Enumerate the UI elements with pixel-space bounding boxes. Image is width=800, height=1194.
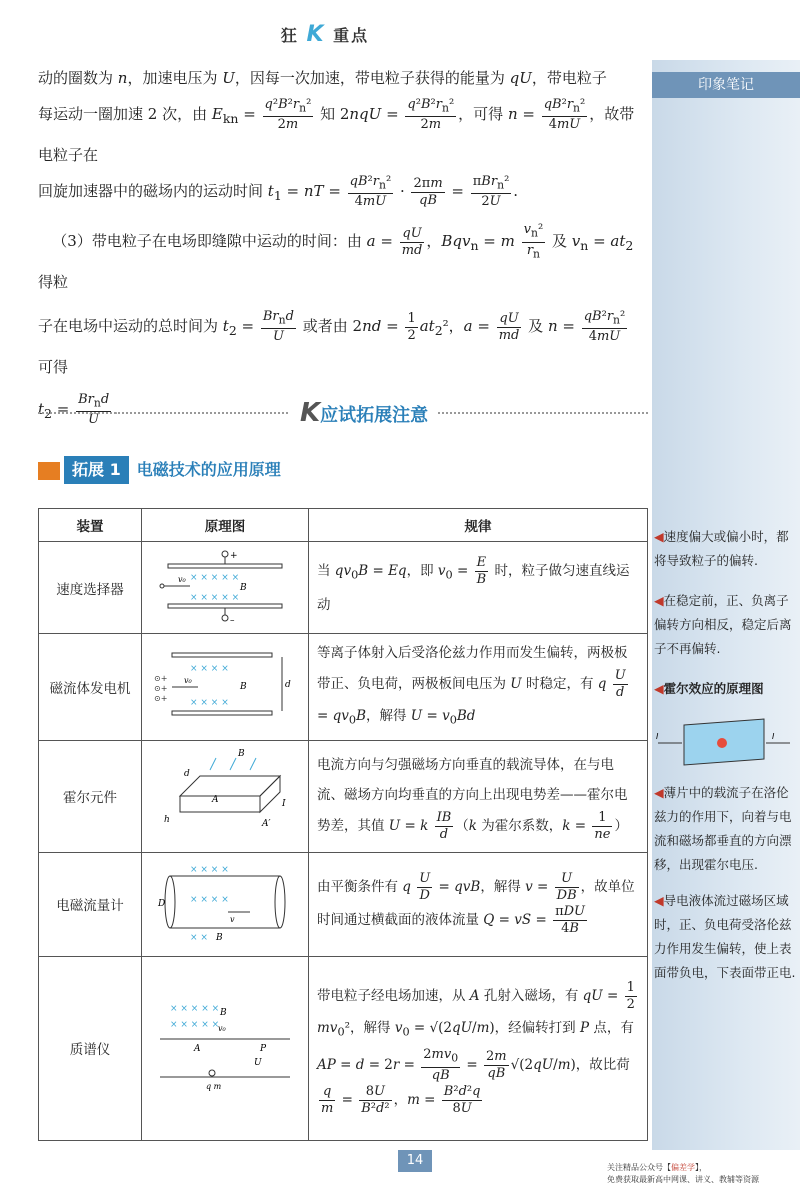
svg-text:I: I [772,732,775,741]
svg-text:h: h [164,815,170,826]
svg-text:U: U [254,1058,262,1069]
svg-text:D: D [158,899,166,910]
svg-text:I: I [656,732,659,741]
svg-text:× × × ×: × × × × [190,865,229,876]
svg-text:v₀: v₀ [184,675,192,685]
svg-text:A′: A′ [262,819,271,830]
svg-text:⊙+: ⊙+ [154,673,168,683]
svg-text:B: B [238,749,245,760]
svg-text:× × × ×: × × × × [190,697,229,708]
side-notes: ◀速度偏大或偏小时，都将导致粒子的偏转. ◀在稳定前，正、负离子偏转方向相反，稳定后离子不再偏转. ◀霍尔效应的原理图 I I ◀薄片中的载流子在洛伦兹力的作用下，向着与电流和磁场都垂直的方向漂移，出现霍尔电压. ◀导电液体流过磁场区域时，正、负电荷受洛伦兹力作用发生偏转，使上表面带负电，下表面带正电. [654,529,796,980]
svg-text:× × × ×: × × × × [190,663,229,674]
mass-spectrometer-diagram [150,991,300,1101]
page-number: 14 [398,1150,432,1172]
svg-text:× ×: × × [190,933,208,943]
extension-title: 拓展 1 电磁技术的应用原理 [38,456,281,484]
svg-text:A: A [194,1044,201,1055]
svg-text:–: – [230,615,235,624]
svg-text:⊙+: ⊙+ [154,683,168,693]
svg-text:d: d [184,769,190,780]
main-text: 动的圈数为 n，加速电压为 U，因每一次加速，带电粒子获得的能量为 qU，带电粒子 每运动一圈加速 2 次，由 $E_{kn}$ = $\frac{q^2B^2r_n^2}{2m}$ 知 2nqU = $\frac{q^2B^2r_n^2}{2m}$ ，可得 n = $\frac{qB^2r_n^2}{4mU}$ ，故带电粒子在 回旋加速器中的磁场内的运动时间 $t_1$ = nT = $\frac{qB^2r_n^2}{4mU}$ · $\frac{2\pi m}{qB}$ = $\frac{\pi Br_n^2}{2U}$ . （3）带电粒子在电场即缝隙中运动的时间：由 a = $\frac{qU}{md}$ ，Bqv$_n$ = m $\frac{v_n^2}{r_n}$ 及 $v_n = at_2$ 得粒 子在电场中运动的总时间为 $t_2$ = $\frac{Br_nd}{U}$ 或者由 2nd = $\frac{1}{2}$ $at_2^2$，a = $\frac{qU}{md}$ 及 n = $\frac{qB^2r_n^2}{4mU}$ 可得 $t_2$ = $\frac{Br_nd}{U}$ . [38,69,635,428]
page-header: 狂 K 重点 [280,22,370,47]
svg-text:d: d [285,679,291,690]
svg-text:B: B [216,933,223,943]
velocity-selector-diagram [150,548,300,624]
svg-text:× × × × ×: × × × × × [170,1004,220,1015]
svg-text:v: v [230,915,235,925]
mhd-generator-diagram [150,645,300,725]
svg-text:B: B [240,582,247,593]
svg-text:× × × ×: × × × × [190,895,229,906]
section-heading: K应试拓展注意 [38,398,648,428]
device-name: 速度选择器 [39,542,142,634]
footer-note: 关注精品公众号【偏差学】， 免费获取最新高中网课、讲义、教辅等资源 [607,1163,759,1184]
svg-text:× × × × ×: × × × × × [190,572,240,583]
svg-text:P: P [260,1044,267,1055]
svg-text:× × × × ×: × × × × × [190,592,240,603]
svg-text:v₀: v₀ [178,574,186,584]
svg-text:B: B [220,1008,227,1019]
svg-text:A: A [212,795,219,806]
svg-text:v₀: v₀ [218,1024,226,1034]
svg-text:+: + [230,550,238,561]
svg-text:q m: q m [206,1082,222,1092]
flowmeter-diagram [150,862,300,942]
principle-table: 装置 原理图 规律 速度选择器 + – × × × × × × × × × × v₀ B 当 $qv_0B = Eq$，即 $v_0$ = $\frac{E}{B}$ 时，粒子做匀速直线运动 磁流体发电机 × × × × × × × × ⊙+ ⊙+ ⊙+ v₀ B d 等离子体射入后受洛伦兹力作用而发生偏转，两极板带正、负电荷，两极板间电压为 U 时稳定，有 q $\frac{U}{d}$ = $qv_0B$，解得 $U = v_0Bd$ 霍尔元件 B A A′ I d h 电流方向与匀强磁场方向垂直的载流导体，在与电流、磁场方向均垂直的方向上出现电势差——霍尔电势差，其值 U = k $\frac{IB}{d}$ （k 为霍尔系数，k = $\frac{1}{ne}$ ） 电磁流量计 × × × × × × × × × × v D B 由平衡条件有 q $\frac{U}{D}$ = qvB，解得 v = $\frac{U}{DB}$ ，故单位时间通过横截面的液体流量 Q = vS = $\frac{\text{πDU}}{4B}$ 质谱仪 × × × × × × × × × × B v₀ A P q m U 带电粒子经电场加速，从 A 孔射入磁场，有 qU = $\frac{1}{2}$ $mv_0^2$，解得 $v_0 = √(2qU/m)$，经偏转打到 P 点，有 AP = d = 2r = $\frac{2mv_0}{qB}$ = $\frac{2m}{qB}$ √(2qU/m)，故比荷 $\frac{q}{m}$ = $\frac{8U}{\text{B²d²}}$ ，m = $\frac{\text{B²d²q}}{8U}$ [38,508,648,1141]
svg-text:× × × × ×: × × × × × [170,1020,220,1031]
hall-element-diagram [150,746,300,842]
svg-text:⊙+: ⊙+ [154,693,168,703]
notes-title: 印象笔记 [652,72,800,98]
hall-effect-figure [654,713,794,773]
svg-text:B: B [240,681,247,692]
svg-text:I: I [282,799,286,810]
book-icon [38,462,60,480]
